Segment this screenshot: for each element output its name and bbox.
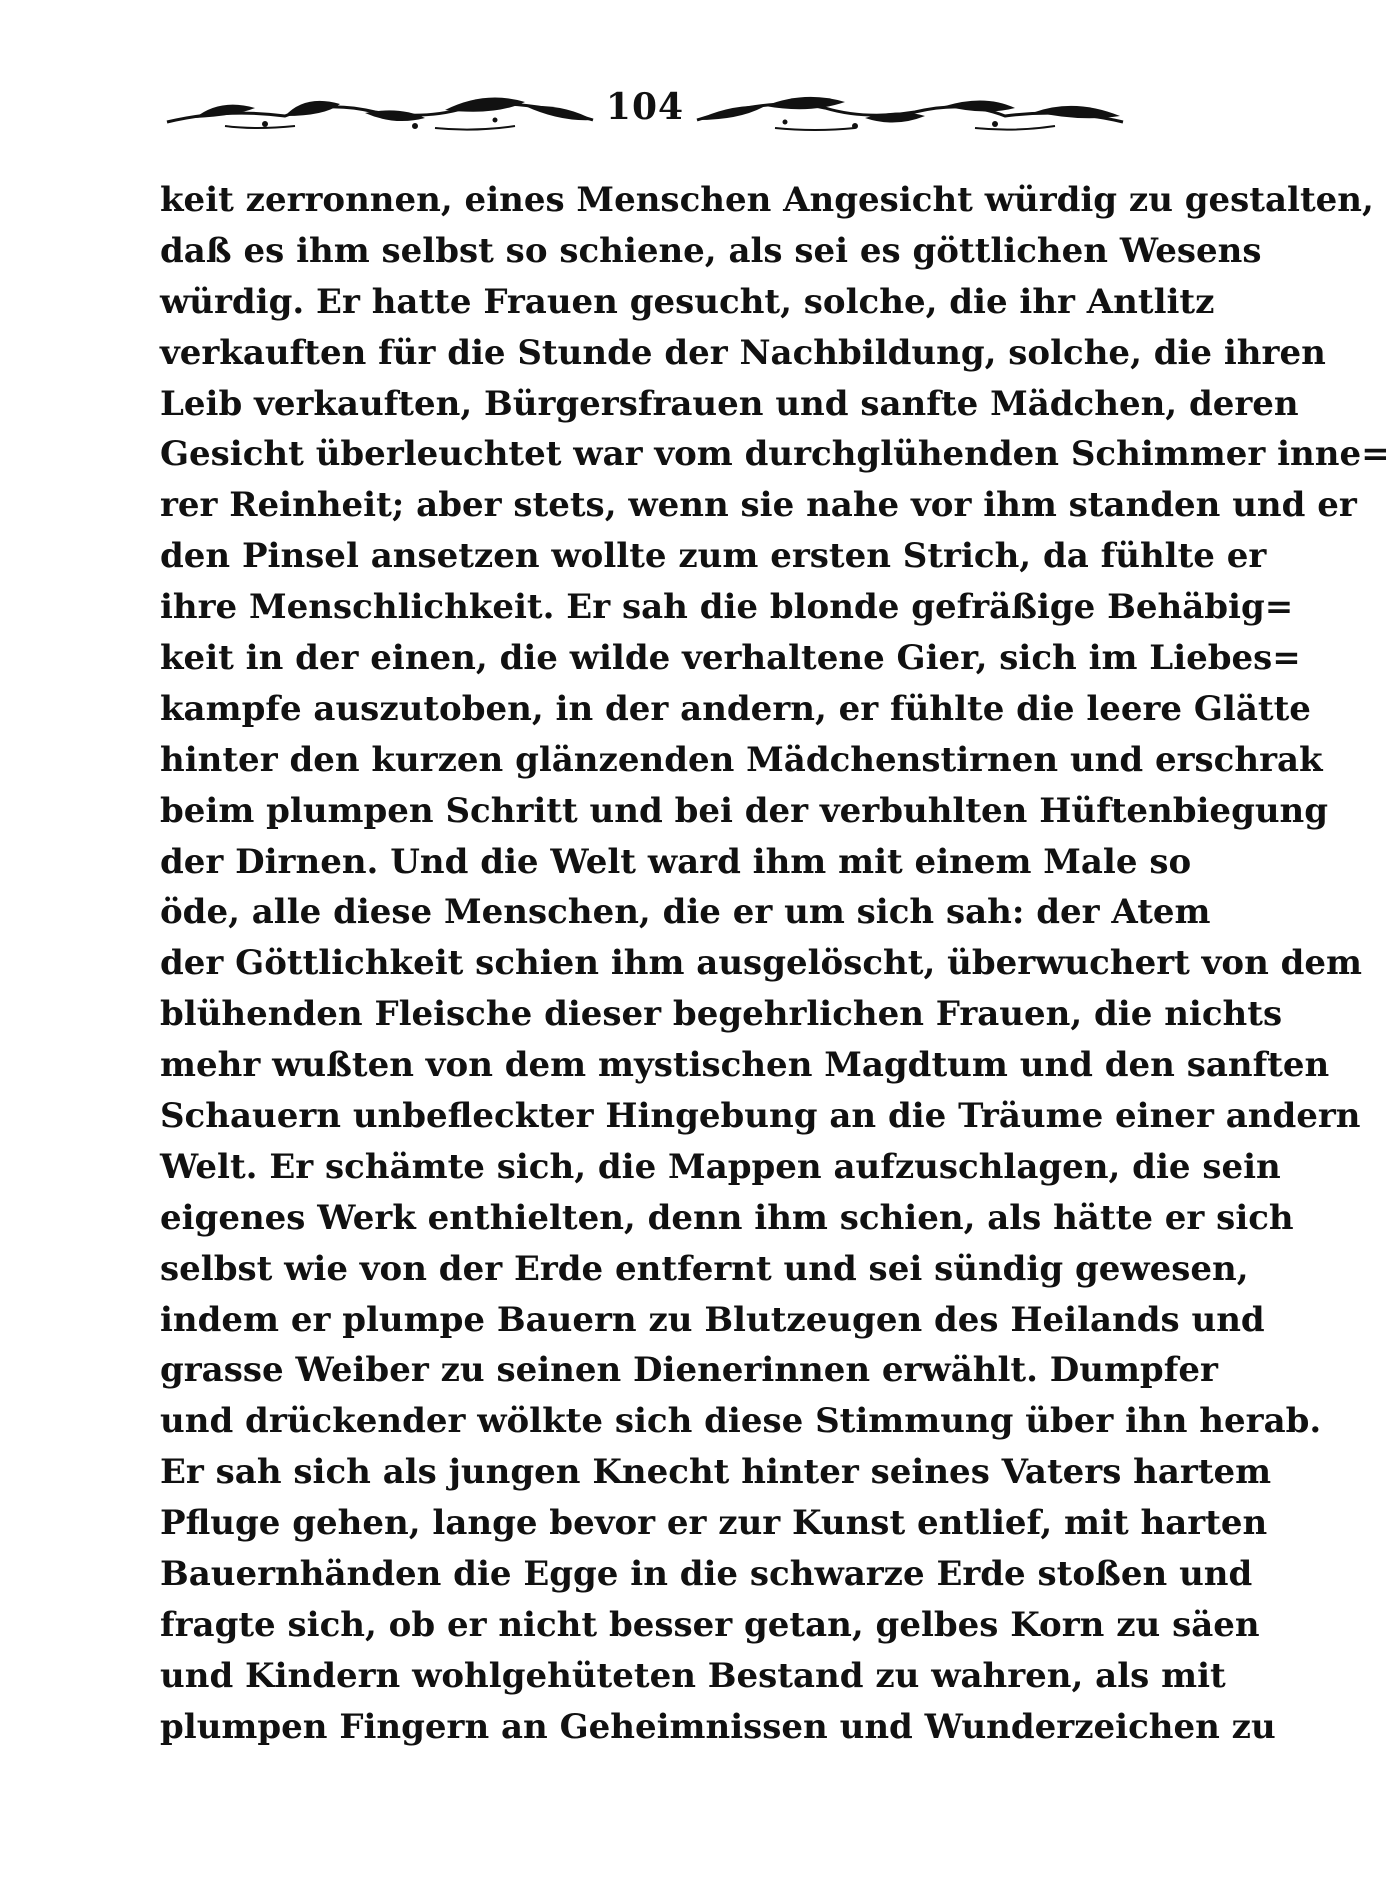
text-line: hinter den kurzen glänzenden Mädchenstirnen und erschrak [160, 739, 1323, 780]
body-text [160, 175, 1390, 1753]
text-line: Er sah sich als jungen Knecht hinter seines Vaters hartem [160, 1452, 1272, 1493]
text-line: kampfe auszutoben, in der andern, er fühlte die leere Glätte [160, 688, 1311, 729]
text-line: Gesicht überleuchtet war vom durchglühenden Schimmer inne= [160, 434, 1390, 475]
text-line: verkauften für die Stunde der Nachbildung, solche, die ihren [160, 332, 1326, 373]
text-line: keit in der einen, die wilde verhaltene Gier, sich im Liebes= [160, 638, 1301, 679]
text-line: grasse Weiber zu seinen Dienerinnen erwählt. Dumpfer [160, 1350, 1218, 1391]
vine-ornament-right-icon [695, 86, 1125, 134]
text-line: fragte sich, ob er nicht besser getan, gelbes Korn zu säen [160, 1604, 1260, 1645]
text-line: Bauernhänden die Egge in die schwarze Erde stoßen und [160, 1554, 1253, 1595]
text-line: rer Reinheit; aber stets, wenn sie nahe vor ihm standen und er [160, 485, 1357, 526]
text-line: Pfluge gehen, lange bevor er zur Kunst entlief, mit harten [160, 1503, 1268, 1544]
text-line: ihre Menschlichkeit. Er sah die blonde gefräßige Behäbig= [160, 587, 1294, 628]
text-line: Schauern unbefleckter Hingebung an die Träume einer andern [160, 1096, 1361, 1137]
text-line: der Göttlichkeit schien ihm ausgelöscht, überwuchert von dem [160, 943, 1363, 984]
page-header [165, 80, 1125, 140]
text-line: blühenden Fleische dieser begehrlichen Frauen, die nichts [160, 994, 1283, 1035]
text-line: keit zerronnen, eines Menschen Angesicht würdig zu gestalten, [160, 180, 1374, 220]
text-line: plumpen Fingern an Geheimnissen und Wunderzeichen zu [160, 1706, 1276, 1747]
vine-ornament-left-icon [165, 86, 595, 134]
text-line: der Dirnen. Und die Welt ward ihm mit einem Male so [160, 841, 1192, 882]
text-line: daß es ihm selbst so schiene, als sei es göttlichen Wesens [160, 230, 1262, 271]
text-line: Welt. Er schämte sich, die Mappen aufzuschlagen, die sein [160, 1146, 1281, 1187]
text-line: beim plumpen Schritt und bei der verbuhlten Hüftenbiegung [160, 790, 1329, 831]
text-line: öde, alle diese Menschen, die er um sich sah: der Atem [160, 892, 1211, 933]
text-line: selbst wie von der Erde entfernt und sei sündig gewesen, [160, 1248, 1249, 1289]
text-line: und drückender wölkte sich diese Stimmung über ihn herab. [160, 1401, 1322, 1442]
text-line: eigenes Werk enthielten, denn ihm schien, als hätte er sich [160, 1197, 1294, 1238]
text-line: den Pinsel ansetzen wollte zum ersten Strich, da fühlte er [160, 536, 1267, 577]
text-line: indem er plumpe Bauern zu Blutzeugen des Heilands und [160, 1299, 1265, 1340]
text-line: würdig. Er hatte Frauen gesucht, solche, die ihr Antlitz [160, 281, 1215, 322]
text-line: und Kindern wohlgehüteten Bestand zu wahren, als mit [160, 1655, 1226, 1696]
page-number: 104 [605, 86, 685, 128]
text-line: mehr wußten von dem mystischen Magdtum und den sanften [160, 1045, 1330, 1086]
text-line: Leib verkauften, Bürgersfrauen und sanfte Mädchen, deren [160, 383, 1299, 424]
